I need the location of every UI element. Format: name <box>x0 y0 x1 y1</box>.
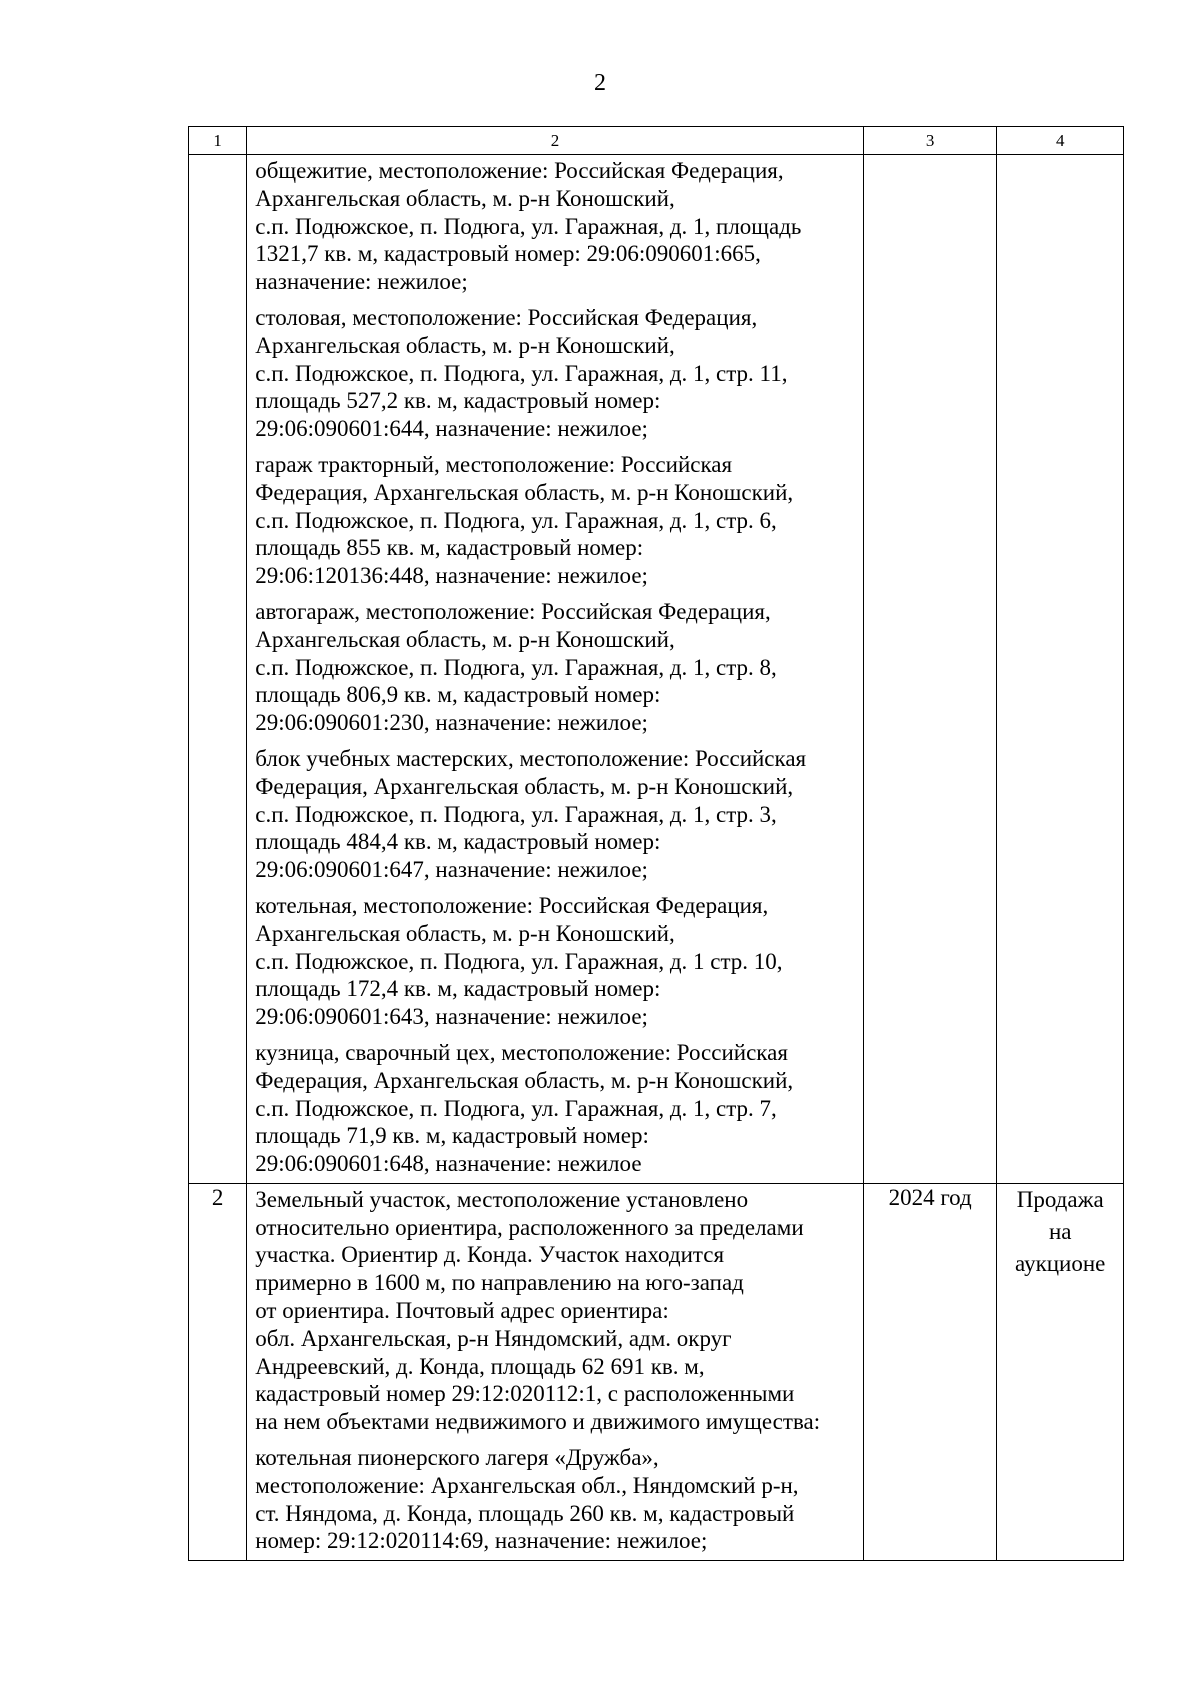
entry-line: площадь 527,2 кв. м, кадастровый номер: <box>255 388 661 414</box>
entry-line: на нем объектами недвижимого и движимого имущества: <box>255 1409 821 1435</box>
table-header-row <box>189 127 1124 155</box>
entry-line: Архангельская область, м. р-н Коношский, <box>255 920 675 946</box>
property-entry <box>247 448 863 595</box>
description-cell <box>247 1183 864 1560</box>
page-number: 2 <box>594 70 606 96</box>
entry-line: Федерация, Архангельская область, м. р-н Коношский, <box>255 1067 794 1093</box>
entry-line: 29:06:090601:643, назначение: нежилое; <box>255 1004 648 1030</box>
entry-line: котельная, местоположение: Российская Федерация, <box>255 892 769 918</box>
entry-line: площадь 855 кв. м, кадастровый номер: <box>255 535 644 561</box>
entry-line: общежитие, местоположение: Российская Федерация, <box>255 158 784 183</box>
entry-line: кузница, сварочный цех, местоположение: Российская <box>255 1039 788 1065</box>
entry-line: с.п. Подюжское, п. Подюга, ул. Гаражная, д. 1, стр. 7, <box>255 1095 777 1121</box>
entry-line: Федерация, Архангельская область, м. р-н Коношский, <box>255 773 794 799</box>
year-cell: 2024 год <box>863 1183 997 1560</box>
header-col-1: 1 <box>189 127 247 155</box>
entry-line: 29:06:090601:648, назначение: нежилое <box>255 1151 642 1177</box>
entry-line: котельная пионерского лагеря «Дружба», <box>255 1445 659 1471</box>
method-cell <box>997 155 1124 1184</box>
property-table <box>188 126 1124 1561</box>
property-entry <box>247 1184 863 1441</box>
entry-line: Архангельская область, м. р-н Коношский, <box>255 185 675 211</box>
entry-line: Земельный участок, местоположение установлено <box>255 1186 749 1212</box>
description-cell <box>247 155 864 1184</box>
entry-line: с.п. Подюжское, п. Подюга, ул. Гаражная, д. 1, площадь <box>255 213 802 239</box>
entry-line: столовая, местоположение: Российская Федерация, <box>255 304 758 330</box>
property-entry <box>247 301 863 448</box>
entry-line: примерно в 1600 м, по направлению на юго-запад <box>255 1270 744 1296</box>
property-entry <box>247 742 863 889</box>
row-number <box>189 155 247 1184</box>
year-cell <box>863 155 997 1184</box>
entry-line: с.п. Подюжское, п. Подюга, ул. Гаражная, д. 1, стр. 3, <box>255 801 777 827</box>
entry-line: Архангельская область, м. р-н Коношский, <box>255 626 675 652</box>
header-col-2: 2 <box>247 127 864 155</box>
method-line: аукционе <box>1015 1250 1106 1276</box>
entry-line: 29:06:090601:644, назначение: нежилое; <box>255 416 648 442</box>
table-row <box>189 155 1124 1184</box>
entry-line: назначение: нежилое; <box>255 269 468 295</box>
entry-line: 1321,7 кв. м, кадастровый номер: 29:06:090601:665, <box>255 241 761 267</box>
property-entry <box>247 1441 863 1560</box>
header-col-4: 4 <box>997 127 1124 155</box>
row-number: 2 <box>189 1183 247 1560</box>
entry-line: кадастровый номер 29:12:020112:1, с расположенными <box>255 1381 795 1407</box>
entry-line: от ориентира. Почтовый адрес ориентира: <box>255 1298 669 1324</box>
property-entry <box>247 1036 863 1183</box>
property-entry <box>247 889 863 1036</box>
entry-line: Федерация, Архангельская область, м. р-н Коношский, <box>255 479 794 505</box>
entry-line: 29:06:090601:647, назначение: нежилое; <box>255 857 648 883</box>
entry-line: с.п. Подюжское, п. Подюга, ул. Гаражная, д. 1, стр. 6, <box>255 507 777 533</box>
entry-line: с.п. Подюжское, п. Подюга, ул. Гаражная, д. 1, стр. 8, <box>255 654 777 680</box>
entry-line: гараж тракторный, местоположение: Российская <box>255 451 733 477</box>
entry-line: блок учебных мастерских, местоположение: Российская <box>255 745 807 771</box>
entry-line: местоположение: Архангельская обл., Няндомский р-н, <box>255 1472 799 1498</box>
entry-line: Архангельская область, м. р-н Коношский, <box>255 332 675 358</box>
method-cell <box>997 1183 1124 1560</box>
entry-line: ст. Няндома, д. Конда, площадь 260 кв. м, кадастровый <box>255 1500 795 1526</box>
entry-line: 29:06:090601:230, назначение: нежилое; <box>255 710 648 736</box>
property-entry <box>247 155 863 301</box>
method-line: Продажа <box>1016 1186 1104 1212</box>
method-line: на <box>1048 1218 1072 1244</box>
entry-line: номер: 29:12:020114:69, назначение: нежилое; <box>255 1528 708 1554</box>
entry-line: 29:06:120136:448, назначение: нежилое; <box>255 563 648 589</box>
table-row <box>189 1183 1124 1560</box>
entry-line: площадь 172,4 кв. м, кадастровый номер: <box>255 976 661 1002</box>
entry-line: площадь 806,9 кв. м, кадастровый номер: <box>255 682 661 708</box>
entry-line: относительно ориентира, расположенного за пределами <box>255 1214 804 1240</box>
entry-line: с.п. Подюжское, п. Подюга, ул. Гаражная, д. 1, стр. 11, <box>255 360 788 386</box>
entry-line: площадь 71,9 кв. м, кадастровый номер: <box>255 1123 649 1149</box>
entry-line: площадь 484,4 кв. м, кадастровый номер: <box>255 829 661 855</box>
header-col-3: 3 <box>863 127 997 155</box>
entry-line: обл. Архангельская, р-н Няндомский, адм. округ <box>255 1325 732 1351</box>
entry-line: участка. Ориентир д. Конда. Участок находится <box>255 1242 725 1268</box>
entry-line: Андреевский, д. Конда, площадь 62 691 кв. м, <box>255 1353 705 1379</box>
property-entry <box>247 595 863 742</box>
entry-line: автогараж, местоположение: Российская Федерация, <box>255 598 771 624</box>
entry-line: с.п. Подюжское, п. Подюга, ул. Гаражная, д. 1 стр. 10, <box>255 948 783 974</box>
